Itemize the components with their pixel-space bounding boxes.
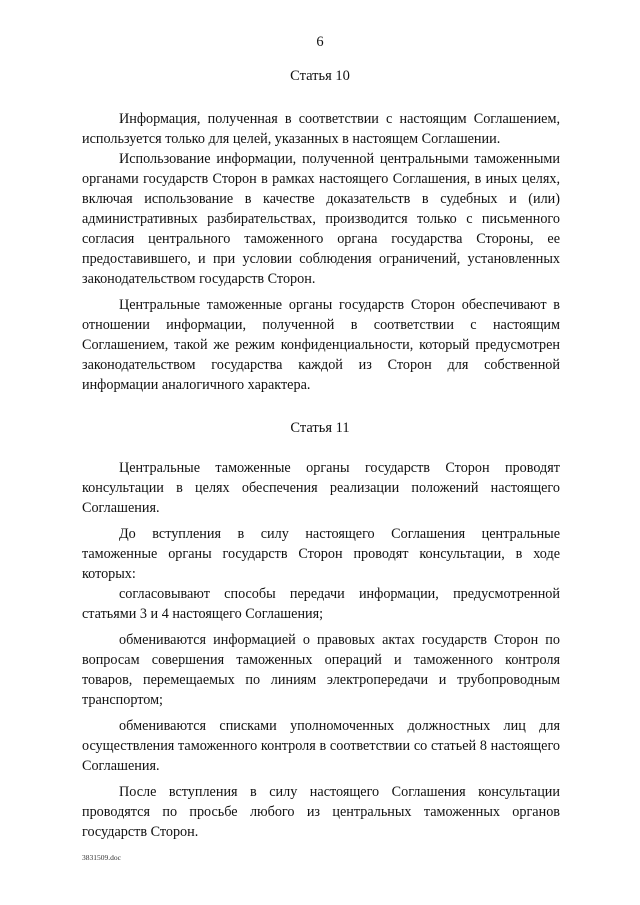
- footer-file-name: 3831509.doc: [82, 853, 121, 862]
- paragraph: После вступления в силу настоящего Соглашения консультации проводятся по просьбе любого из центральных таможенных органов государств Сторон.: [82, 784, 560, 840]
- article-11-body: [82, 458, 560, 842]
- page-number: 6: [316, 34, 324, 50]
- article-10-body: [82, 109, 560, 395]
- article-10-heading: Статья 10: [290, 68, 350, 84]
- paragraph: До вступления в силу настоящего Соглашения центральные таможенные органы государств Сторон проводят консультации, в ходе которых:: [82, 526, 560, 582]
- article-11-heading: Статья 11: [290, 420, 350, 436]
- paragraph: Информация, полученная в соответствии с настоящим Соглашением, используется только для целей, указанных в настоящем Соглашении.: [82, 111, 560, 147]
- paragraph: Использование информации, полученной центральными таможенными органами государств Сторон в рамках настоящего Соглашения, в иных целях, включая использование в качестве доказательств в судебных и (или) административных разбирательствах, производится только с письменного согласия центрального таможенного органа государства Стороны, ее предоставившего, и при условии соблюдения ограничений, установленных законодательством государств Сторон.: [82, 151, 560, 287]
- paragraph: обмениваются информацией о правовых актах государств Сторон по вопросам совершения таможенных операций и таможенного контроля товаров, перемещаемых по линиям электропередачи и трубопроводным транспортом;: [82, 632, 560, 708]
- paragraph: обмениваются списками уполномоченных должностных лиц для осуществления таможенного контроля в соответствии со статьей 8 настоящего Соглашения.: [82, 718, 560, 774]
- paragraph: Центральные таможенные органы государств Сторон обеспечивают в отношении информации, полученной в соответствии с настоящим Соглашением, такой же режим конфиденциальности, который предусмотрен законодательством государства каждой из Сторон для собственной информации аналогичного характера.: [82, 297, 560, 393]
- paragraph: Центральные таможенные органы государств Сторон проводят консультации в целях обеспечения реализации положений настоящего Соглашения.: [82, 460, 560, 516]
- paragraph: согласовывают способы передачи информации, предусмотренной статьями 3 и 4 настоящего Соглашения;: [82, 586, 560, 622]
